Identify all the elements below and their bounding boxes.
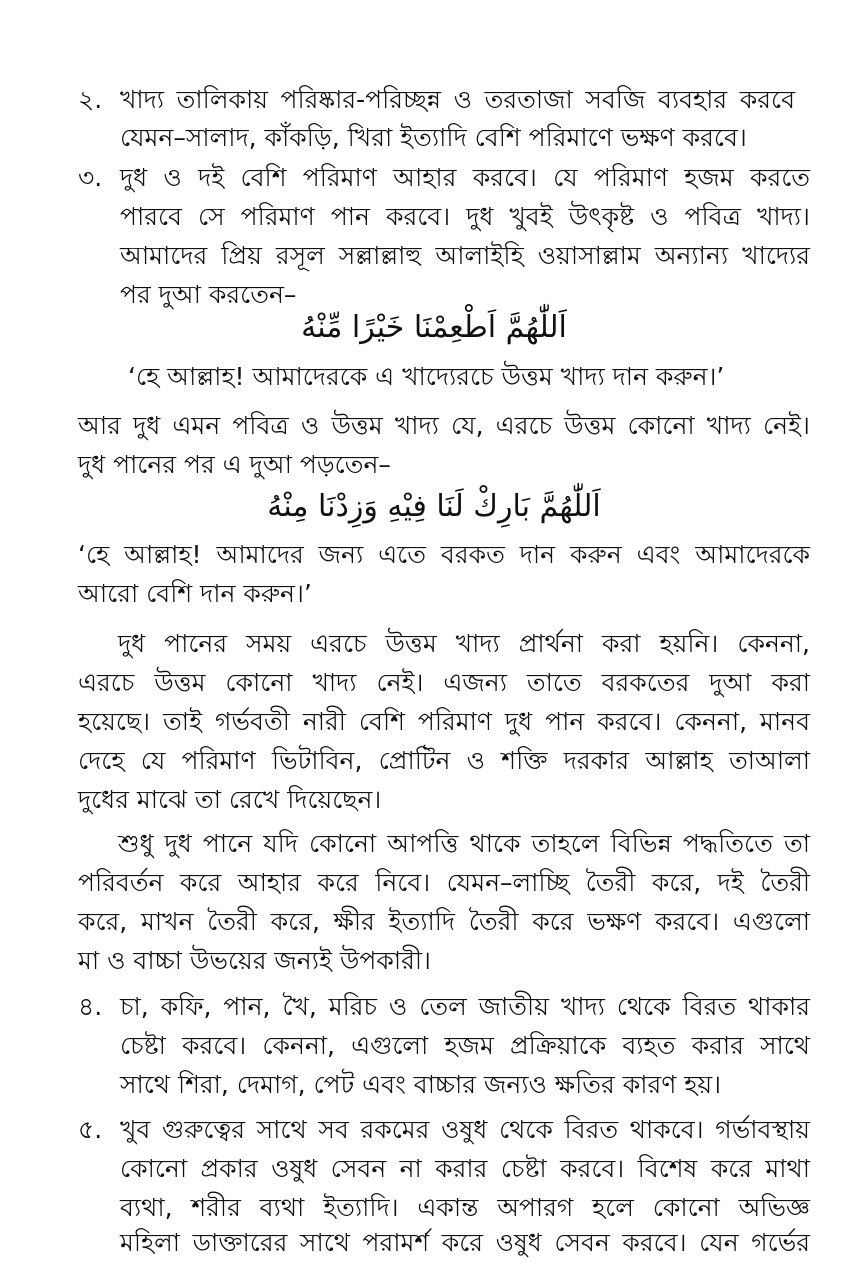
text-line: করে, মাখন তৈরী করে, ক্ষীর ইত্যাদি তৈরী করে ভক্ষণ করবে। এগুলো	[78, 907, 810, 936]
text-line: দুধ পানের পর এ দুআ পড়তেন–	[78, 450, 391, 479]
text-line: দুধ পানের সময় এরচে উত্তম খাদ্য প্রার্থনা করা হয়নি। কেননা,	[118, 629, 810, 658]
item-number: ৩.	[78, 163, 103, 192]
text-line: ব্যথা, শরীর ব্যথা ইত্যাদি। একান্ত অপারগ হলে কোনো অভিজ্ঞ	[120, 1193, 810, 1222]
text-line: দুধের মাঝে তা রেখে দিয়েছেন।	[78, 785, 382, 814]
text-line: চা, কফি, পান, খৈ, মরিচ ও তেল জাতীয় খাদ্য থেকে বিরত থাকার	[120, 992, 810, 1021]
text-line: ‘হে আল্লাহ! আমাদের জন্য এতে বরকত দান করুন এবং আমাদেরকে	[78, 540, 810, 569]
text-line: দেহে যে পরিমাণ ভিটাবিন, প্রোটিন ও শক্তি দরকার আল্লাহ তাআলা	[78, 746, 810, 775]
item-number: ৪.	[78, 992, 103, 1021]
text-line: চেষ্টা করবে। কেননা, এগুলো হজম প্রক্রিয়াকে ব্যহত করার সাথে	[120, 1031, 810, 1060]
text-line: আর দুধ এমন পবিত্র ও উত্তম খাদ্য যে, এরচে উত্তম কোনো খাদ্য নেই।	[78, 411, 810, 440]
item-number: ৫.	[78, 1115, 103, 1144]
text-line: এরচে উত্তম কোনো খাদ্য নেই। এজন্য তাতে বরকতের দুআ করা	[78, 668, 810, 697]
text-line: যেমন–সালাদ, কাঁকড়ি, খিরা ইত্যাদি বেশি পরিমাণে ভক্ষণ করবে।	[120, 123, 747, 152]
text-line: কোনো প্রকার ওষুধ সেবন না করার চেষ্টা করবে। বিশেষ করে মাথা	[120, 1154, 810, 1183]
text-line: মা ও বাচ্চা উভয়ের জন্যই উপকারী।	[78, 946, 431, 975]
text-line: খাদ্য তালিকায় পরিষ্কার-পরিচ্ছন্ন ও তরতাজা সবজি ব্যবহার করবে	[120, 85, 795, 114]
text-line: আমাদের প্রিয় রসূল সল্লাল্লাহু আলাইহি ওয়াসাল্লাম অন্যান্য খাদ্যের	[120, 241, 810, 270]
text-line: সাথে শিরা, দেমাগ, পেট এবং বাচ্চার জন্যও ক্ষতির কারণ হয়।	[120, 1070, 722, 1099]
text-line: হয়েছে। তাই গর্ভবতী নারী বেশি পরিমাণ দুধ পান করবে। কেননা, মানব	[78, 707, 810, 736]
text-line: আরো বেশি দান করুন।’	[78, 579, 312, 608]
arabic-dua: اَللّٰهُمَّ بَارِكْ لَنَا فِيْهِ وَزِدْنَا مِنْهُ	[267, 489, 601, 524]
item-number: ২.	[78, 85, 103, 114]
text-line: পারবে সে পরিমাণ পান করবে। দুধ খুবই উৎকৃষ্ট ও পবিত্র খাদ্য।	[120, 202, 810, 231]
text-line: দুধ ও দই বেশি পরিমাণ আহার করবে। যে পরিমাণ হজম করতে	[120, 163, 810, 192]
text-line: খুব গুরুত্বের সাথে সব রকমের ওষুধ থেকে বিরত থাকবে। গর্ভাবস্থায়	[120, 1115, 810, 1144]
arabic-dua: اَللّٰهُمَّ اَطْعِمْنَا خَيْرًا مِّنْهُ	[301, 310, 567, 345]
dua-translation: ‘হে আল্লাহ! আমাদেরকে এ খাদ্যেরচে উত্তম খাদ্য দান করুন।’	[128, 362, 725, 391]
text-line: পর দুআ করতেন–	[120, 280, 297, 309]
text-line: শুধু দুধ পানে যদি কোনো আপত্তি থাকে তাহলে বিভিন্ন পদ্ধতিতে তা	[118, 829, 810, 858]
text-line: মহিলা ডাক্তারের সাথে পরামর্শ করে ওষুধ সেবন করবে। যেন গর্ভের	[120, 1228, 810, 1257]
text-line: পরিবর্তন করে আহার করে নিবে। যেমন–লাচ্ছি তৈরী করে, দই তৈরী	[78, 868, 810, 897]
